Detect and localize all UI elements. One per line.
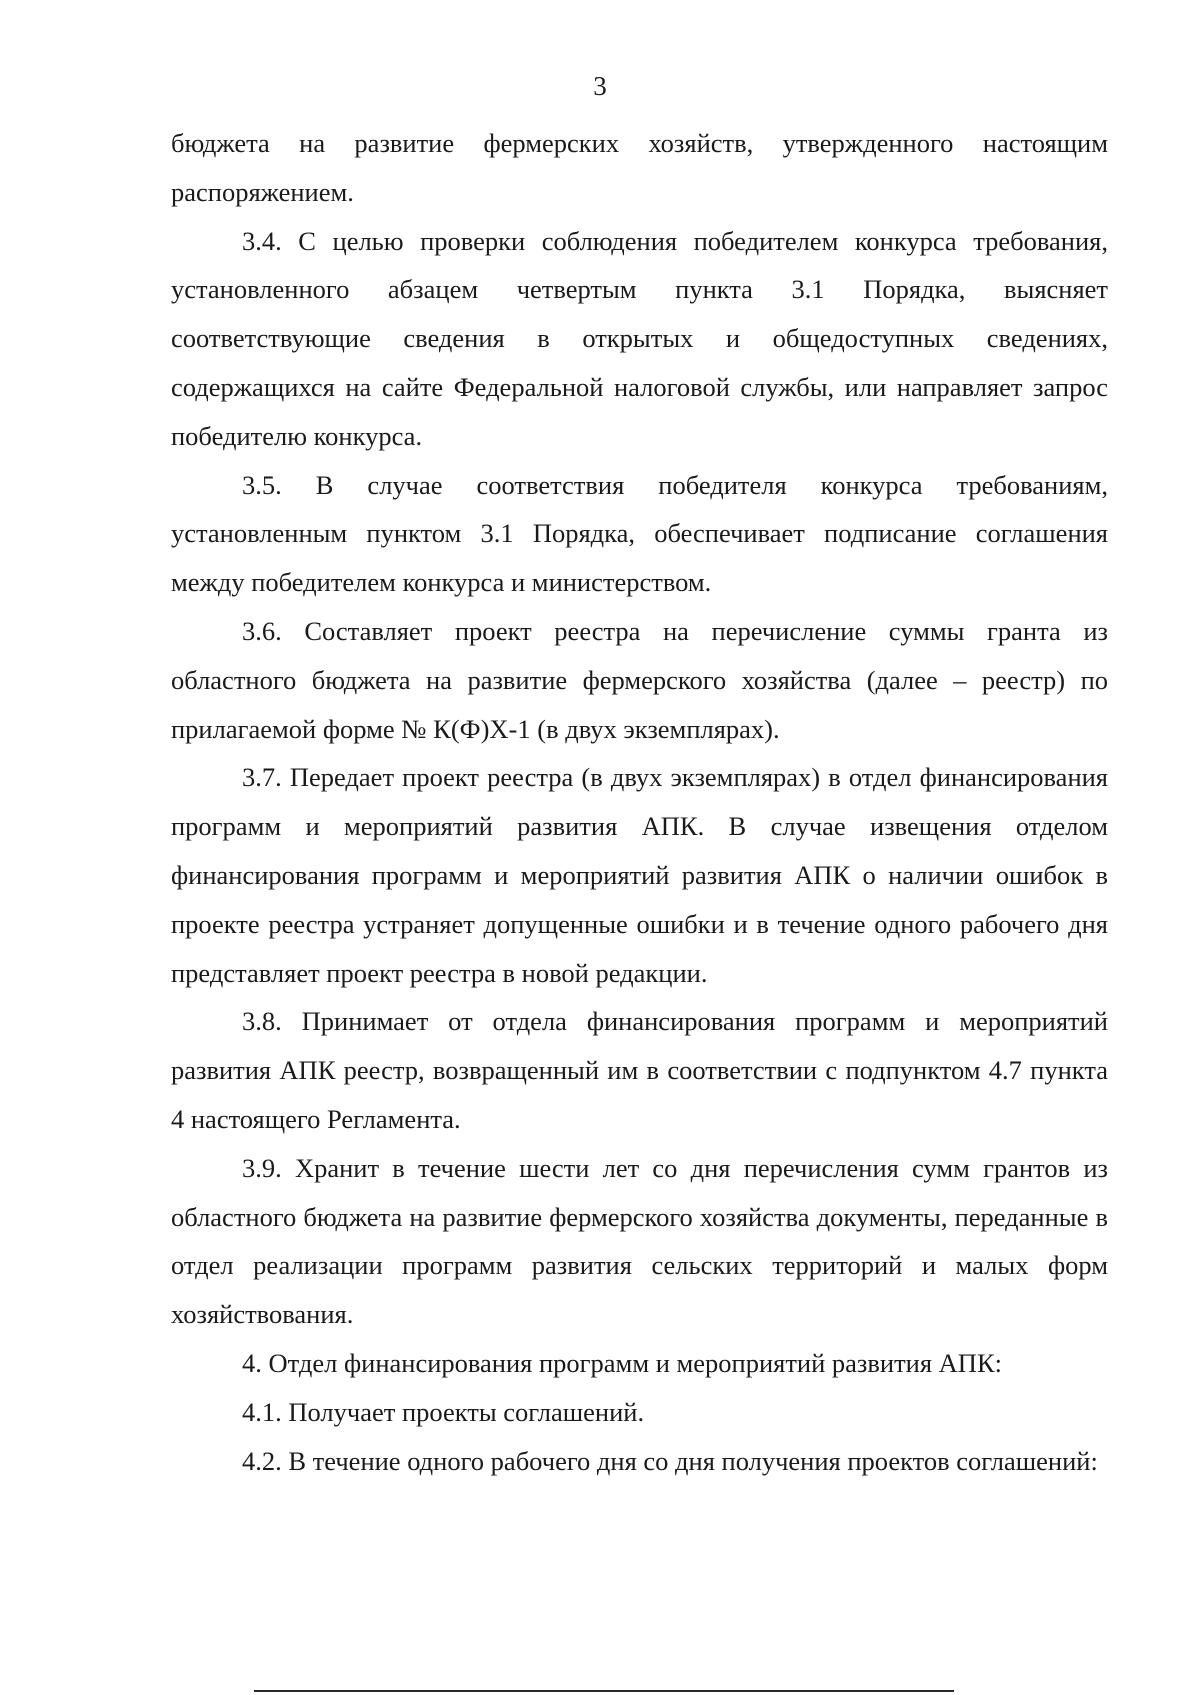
document-body xyxy=(171,119,1108,1485)
paragraph-3-8: 3.8. Принимает от отдела финансирования программ и мероприятий развития АПК реестр, возвращенный им в соответствии с подпунктом 4.7 пункта 4 настоящего Регламента. xyxy=(171,1006,1108,1134)
paragraph-4-1: 4.1. Получает проекты соглашений. xyxy=(242,1396,645,1427)
paragraph-3-6: 3.6. Составляет проект реестра на перечисление суммы гранта из областного бюджета на развитие фермерского хозяйства (далее – реестр) по прилагаемой форме № К(Ф)Х-1 (в двух экземплярах). xyxy=(171,615,1108,744)
paragraph-4-2: 4.2. В течение одного рабочего дня со дня получения проектов соглашений: xyxy=(242,1445,1098,1476)
paragraph-3-7: 3.7. Передает проект реестра (в двух экземплярах) в отдел финансирования программ и мероприятий развития АПК. В случае извещения отделом финансирования программ и мероприятий развития АПК о наличии ошибок в проекте реестра устраняет допущенные ошибки и в течение одного рабочего дня представляет проект реестра в новой редакции. xyxy=(171,762,1108,988)
page-number: 3 xyxy=(593,71,607,101)
paragraph-continuation: бюджета на развитие фермерских хозяйств, утвержденного настоящим распоряжением. xyxy=(171,128,1108,207)
section-4-heading: 4. Отдел финансирования программ и мероприятий развития АПК: xyxy=(242,1347,1002,1378)
bottom-divider-line xyxy=(254,1690,954,1692)
paragraph-3-5: 3.5. В случае соответствия победителя конкурса требованиям, установленным пунктом 3.1 Порядка, обеспечивает подписание соглашения между победителем конкурса и министерством. xyxy=(171,469,1108,598)
paragraph-3-4: 3.4. С целью проверки соблюдения победителем конкурса требования, установленного абзацем четвертым пункта 3.1 Порядка, выясняет соответствующие сведения в открытых и общедоступных сведениях, содержащихся на сайте Федеральной налоговой службы, или направляет запрос победителю конкурса. xyxy=(171,225,1108,451)
paragraph-3-9: 3.9. Хранит в течение шести лет со дня перечисления сумм грантов из областного бюджета на развитие фермерского хозяйства документы, переданные в отдел реализации программ развития сельских территорий и малых форм хозяйствования. xyxy=(171,1152,1108,1330)
